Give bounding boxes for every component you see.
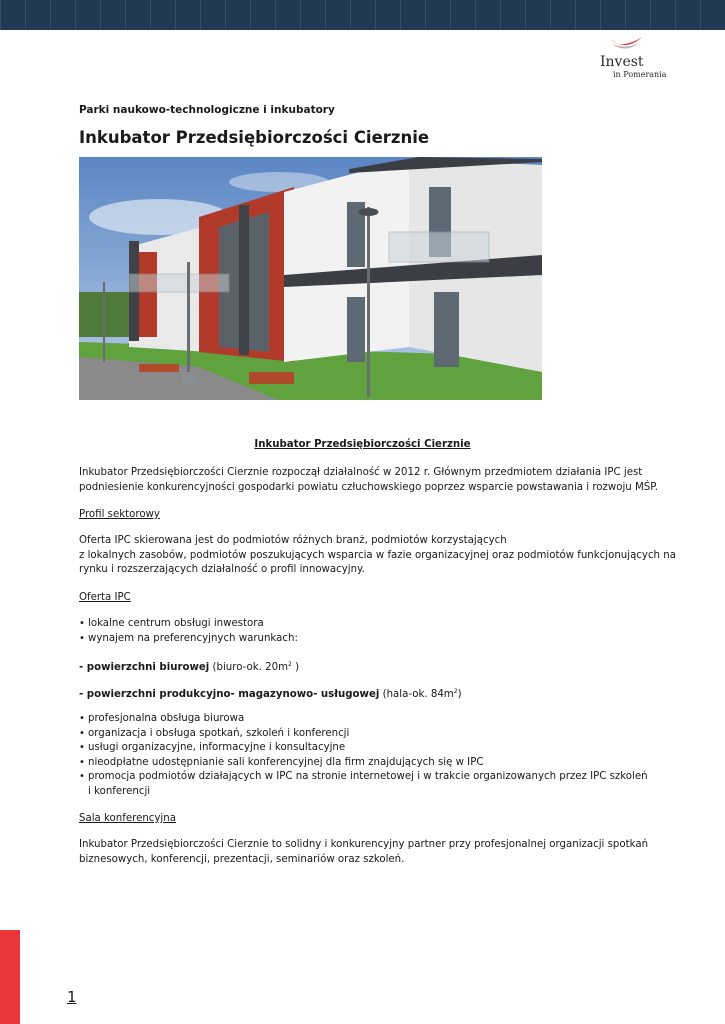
list-item: • organizacja i obsługa spotkań, szkoleń i konferencji xyxy=(79,727,679,742)
logo-swoosh-icon xyxy=(608,36,644,54)
profil-line: rynku i rozszerzających działalność o profil innowacyjny. xyxy=(79,564,365,575)
office-space-end: ) xyxy=(291,662,300,673)
footer-accent-bar xyxy=(0,930,20,1024)
production-space-end: ) xyxy=(457,689,462,700)
intro-line: Inkubator Przedsiębiorczości Cierznie rozpoczął działalność w 2012 r. Głównym przedmiotem działania IPC jest xyxy=(79,467,643,478)
list-item-continuation: i konferencji xyxy=(88,785,151,797)
oferta-heading: Oferta IPC xyxy=(79,592,131,603)
list-item: • wynajem na preferencyjnych warunkach: xyxy=(79,632,679,647)
header-bar xyxy=(0,0,725,30)
logo-word: Invest xyxy=(600,54,644,70)
sala-paragraph xyxy=(79,838,679,867)
invest-in-pomerania-logo xyxy=(594,36,674,82)
production-space-note: (hala-ok. 84m xyxy=(379,689,454,700)
sala-heading: Sala konferencyjna xyxy=(79,813,176,824)
list-item: • usługi organizacyjne, informacyjne i konsultacyjne xyxy=(79,741,679,756)
list-item: • promocja podmiotów działających w IPC na stronie internetowej i w trakcie organizowanych przez IPC szkoleń xyxy=(79,770,679,785)
list-item: • nieodpłatne udostępnianie sali konferencyjnej dla firm znajdujących się w IPC xyxy=(79,756,679,771)
logo-subtitle: in Pomerania xyxy=(613,70,667,79)
page-title: Inkubator Przedsiębiorczości Cierznie xyxy=(79,128,430,147)
services-list xyxy=(79,712,679,799)
production-space-label: - powierzchni produkcyjno- magazynowo- usługowej xyxy=(79,689,380,700)
intro-line: podniesienie konkurencyjności gospodarki powiatu człuchowskiego poprzez wsparcie powstawania i rozwoju MŚP. xyxy=(79,481,659,493)
office-space-note: (biuro-ok. 20m xyxy=(209,662,289,673)
building-photo xyxy=(79,157,542,400)
production-space-sup: 2 xyxy=(453,688,458,695)
list-item: • lokalne centrum obsługi inwestora xyxy=(79,617,679,632)
office-space-sup: 2 xyxy=(288,661,292,668)
sala-line: biznesowych, konferencji, prezentacji, seminariów oraz szkoleń. xyxy=(79,853,405,865)
list-item: • profesjonalna obsługa biurowa xyxy=(79,712,679,727)
profil-heading: Profil sektorowy xyxy=(79,509,160,520)
oferta-list xyxy=(79,617,679,646)
production-space-line xyxy=(79,685,679,703)
intro-paragraph xyxy=(79,466,679,495)
office-space-line xyxy=(79,658,679,676)
section-heading: Inkubator Przedsiębiorczości Cierznie xyxy=(254,439,471,450)
profil-line: Oferta IPC skierowana jest do podmiotów różnych branż, podmiotów korzystających xyxy=(79,535,507,546)
sala-line: Inkubator Przedsiębiorczości Cierznie to solidny i konkurencyjny partner przy profesjonalnej organizacji spotkań xyxy=(79,839,649,850)
profil-line: z lokalnych zasobów, podmiotów poszukujących wsparcia w fazie organizacyjnej oraz podmiotów funkcjonujących na xyxy=(79,549,676,561)
office-space-label: - powierzchni biurowej xyxy=(79,662,210,673)
page-number: 1 xyxy=(67,988,77,1006)
document-category: Parki naukowo-technologiczne i inkubatory xyxy=(79,104,335,116)
profil-paragraph xyxy=(79,534,679,578)
